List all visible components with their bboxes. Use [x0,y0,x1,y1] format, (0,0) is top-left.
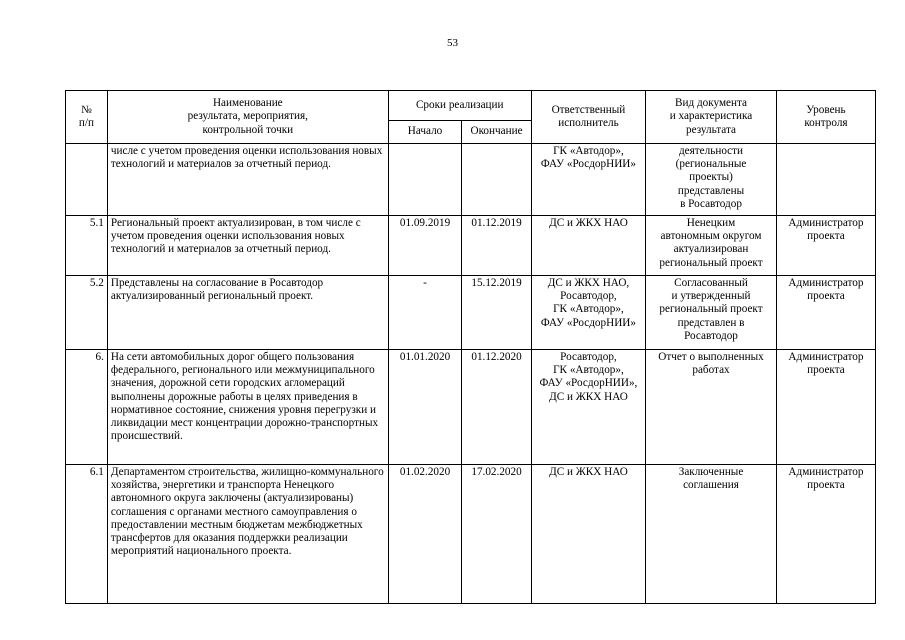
header-document: Вид документа и характеристика результата [646,91,777,144]
project-table [65,90,876,604]
row-start-date: - [388,276,462,350]
row-document: Отчет о выполненных работах [646,350,777,465]
header-executor: Ответственный исполнитель [531,91,645,144]
row-executor: Росавтодор, ГК «Автодор», ФАУ «РосдорНИИ», ДС и ЖКХ НАО [531,350,645,465]
table-row [66,350,876,465]
row-name: числе с учетом проведения оценки использования новых технологий и материалов за отчетный период. [107,144,388,216]
row-end-date: 01.12.2020 [462,350,531,465]
row-control-level: Администратор проекта [776,216,875,276]
row-document: Ненецким автономным округом актуализирован региональный проект [646,216,777,276]
row-control-level: Администратор проекта [776,350,875,465]
header-start: Начало [388,121,462,144]
row-control-level: Администратор проекта [776,465,875,604]
table-row [66,276,876,350]
row-number: 5.2 [66,276,108,350]
page-number: 53 [447,37,458,49]
row-start-date: 01.02.2020 [388,465,462,604]
table-row [66,216,876,276]
header-name: Наименование результата, мероприятия, контрольной точки [107,91,388,144]
row-name: Региональный проект актуализирован, в том числе с учетом проведения оценки использования новых технологий и материалов за отчетный период. [107,216,388,276]
table-row [66,465,876,604]
row-document: Согласованный и утвержденный региональный проект представлен в Росавтодор [646,276,777,350]
row-number: 5.1 [66,216,108,276]
row-start-date: 01.09.2019 [388,216,462,276]
row-number [66,144,108,216]
row-document: деятельности (региональные проекты) представлены в Росавтодор [646,144,777,216]
row-executor: ДС и ЖКХ НАО, Росавтодор, ГК «Автодор», ФАУ «РосдорНИИ» [531,276,645,350]
row-name: На сети автомобильных дорог общего пользования федерального, регионального или межмуниципального значения, дорожной сети городских агломераций выполнены дорожные работы в целях приведения в нормативное состояние, снижения уровня перегрузки и ликвидации мест концентрации дорожно-транспортных происшествий. [107,350,388,465]
row-start-date: 01.01.2020 [388,350,462,465]
row-control-level: Администратор проекта [776,276,875,350]
row-start-date [388,144,462,216]
row-executor: ГК «Автодор», ФАУ «РосдорНИИ» [531,144,645,216]
row-number: 6.1 [66,465,108,604]
row-control-level [776,144,875,216]
table-row [66,144,876,216]
row-name: Представлены на согласование в Росавтодор актуализированный региональный проект. [107,276,388,350]
row-end-date: 01.12.2019 [462,216,531,276]
row-name: Департаментом строительства, жилищно-коммунального хозяйства, энергетики и транспорта Ненецкого автономного округа заключены (актуализированы) соглашения с органами местного самоуправления о предоставлении местным бюджетам межбюджетных трансфертов для оказания поддержки реализации мероприятий национального проекта. [107,465,388,604]
row-executor: ДС и ЖКХ НАО [531,216,645,276]
row-end-date [462,144,531,216]
header-end: Окончание [462,121,531,144]
header-terms: Сроки реализации [388,91,531,121]
header-control-level: Уровень контроля [776,91,875,144]
header-num: № п/п [66,91,108,144]
row-document: Заключенные соглашения [646,465,777,604]
row-number: 6. [66,350,108,465]
row-end-date: 15.12.2019 [462,276,531,350]
row-end-date: 17.02.2020 [462,465,531,604]
row-executor: ДС и ЖКХ НАО [531,465,645,604]
